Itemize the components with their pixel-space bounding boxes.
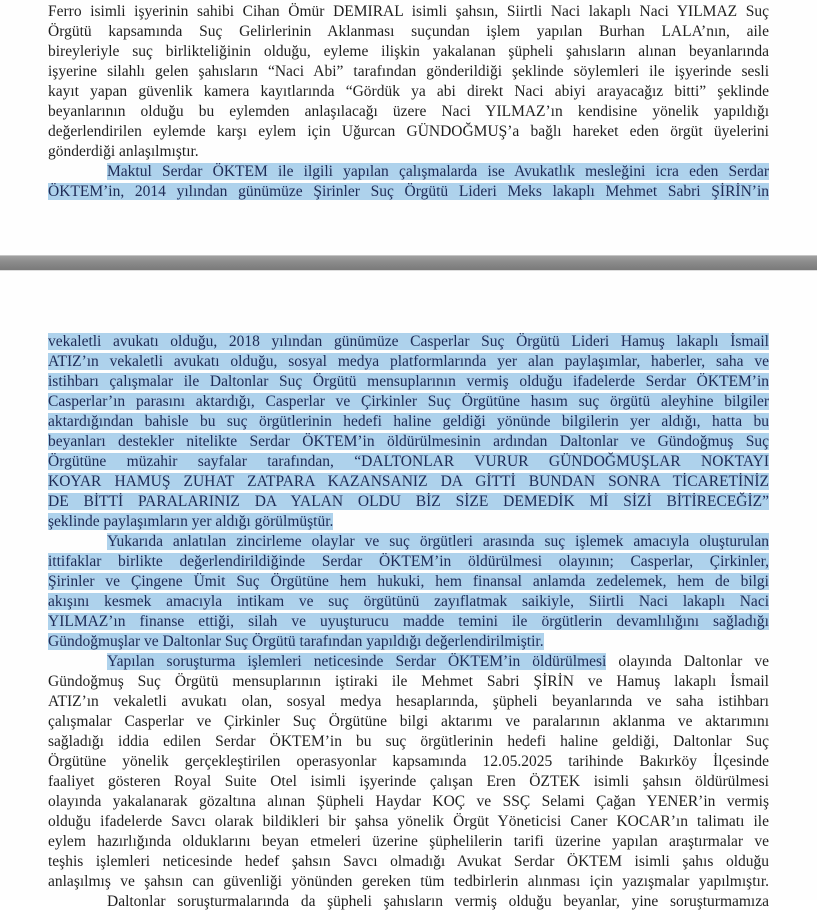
highlighted-text-run: Maktul Serdar ÖKTEM ile ilgili yapılan çalışmalarda ise Avukatlık mesleğini icra eden Serdar: [107, 163, 769, 180]
document-line: [48, 812, 769, 832]
page-2: [48, 332, 769, 912]
document-line: [48, 412, 769, 432]
document-line: [48, 692, 769, 712]
highlighted-text-run: YILMAZ’ın finanse ettiği, silah ve uyuşturucu madde temini ile örgütlerin devamlılığını sağladığı: [48, 613, 769, 630]
document-line: [48, 62, 769, 82]
document-line: [48, 612, 769, 632]
highlighted-text-run: KOYAR HAMUŞ ZUHAT ZATPARA KAZANSANIZ DA GİTTİ BUNDAN SONRA TİCARETİNİZ: [48, 473, 769, 490]
document-line: [48, 432, 769, 452]
document-line: [48, 102, 769, 122]
highlighted-text-run: istihbarı çalışmalar ile Daltonlar Suç Örgütü mensuplarının vermiş olduğu ifadelerde Serdar ÖKTEM’in: [48, 373, 769, 390]
highlighted-text-run: Şirinler ve Çingene Ümit Suç Örgütüne hem hukuki, hem finansal anlamda zedelemek, hem de bilgi: [48, 573, 769, 590]
document-line: [48, 472, 769, 492]
highlighted-text-run: beyanları destekler nitelikte Serdar ÖKTEM’in öldürülmesinin ardından Daltonlar ve Gündoğmuş Suç: [48, 433, 769, 450]
document-line: [48, 512, 769, 532]
document-line: [48, 2, 769, 22]
text-run: Gündoğmuş Suç Örgütü mensuplarının iştiraki ile Mehmet Sabri ŞİRİN ve Hamuş lakaplı İsmail: [48, 673, 769, 690]
document-line: [48, 752, 769, 772]
document-line: [48, 42, 769, 62]
document-line: [48, 552, 769, 572]
document-line: [48, 712, 769, 732]
highlighted-text-run: Örgütüne müzahir sayfalar tarafından, “DALTONLAR VURUR GÜNDOĞMUŞLAR NOKTAYI: [48, 453, 769, 470]
highlighted-text-run: vekaletli avukatı olduğu, 2018 yılından günümüze Casperlar Suç Örgütü Lideri Hamuş lakaplı İsmail: [48, 333, 769, 350]
text-run: Ferro isimli işyerinin sahibi Cihan Ömür DEMIRAL isimli şahsın, Siirtli Naci lakaplı Naci YILMAZ Suç: [48, 3, 769, 20]
document-line: [48, 452, 769, 472]
document-line: [48, 772, 769, 792]
document-line: [48, 872, 769, 892]
document-line: [48, 592, 769, 612]
page-separator: [0, 255, 817, 271]
text-run: çalışmalar Casperlar ve Çirkinler Suç Örgütüne bilgi aktarımı ve paralarının aklanma ve aktarımını: [48, 713, 769, 730]
highlighted-text-run: Yukarıda anlatılan zincirleme olaylar ve suç örgütleri arasında suç işlemek amacıyla oluşturulan: [107, 533, 769, 550]
text-run: beyanlarının olduğu bu eylemden anlaşılacağı üzere Naci YILMAZ’ın kendisine yönelik yapıldığı: [48, 103, 769, 120]
document-line: [48, 572, 769, 592]
highlighted-text-run: aktardığından bahisle bu suç örgütlerinin hedefi haline geldiği yönünde bilgilerin yer aldığı, hatta bu: [48, 413, 769, 430]
document-line: [48, 182, 769, 202]
document-line: [48, 392, 769, 412]
highlighted-text-run: ATIZ’ın vekaletli avukatı olduğu, sosyal medya platformlarında yer alan paylaşımlar, haberler, saha ve: [48, 353, 769, 370]
document-line: [48, 352, 769, 372]
document-line: [48, 142, 769, 162]
document-line: [48, 162, 769, 182]
text-run: teşhis işlemleri neticesinde hedef şahsın Savcı olmadığı Avukat Serdar ÖKTEM isimli şahıs olduğu: [48, 853, 769, 870]
page-1: [48, 2, 769, 202]
text-run: olduğu ifadelerde Savcı olarak bildikleri bir şahsa yönelik Örgüt Yöneticisi Caner KOCAR’ın talimatı ile: [48, 813, 769, 830]
text-run: sağladığı iddia edilen Serdar ÖKTEM’in bu suç örgütlerinin hedefi haline geldiği, Daltonlar Suç: [48, 733, 769, 750]
text-run: ATIZ’ın vekaletli avukatı olan, sosyal medya hesaplarında, şüpheli beyanlarında ve saha istihbarı: [48, 693, 769, 710]
highlighted-text-run: Casperlar’ın parasını aktardığı, Casperlar ve Çirkinler Suç Örgütüne hasım suç örgütü aleyhine bilgiler: [48, 393, 769, 410]
text-run: gönderdiği anlaşılmıştır.: [48, 143, 199, 160]
text-run: değerlendirilen eylemde karşı eylem için Uğurcan GÜNDOĞMUŞ’a bağlı hareket eden örgüt üyelerini: [48, 123, 769, 140]
document-line: [48, 672, 769, 692]
highlighted-text-run: ittifaklar birlikte değerlendirildiğinde Serdar ÖKTEM’in öldürülmesi olayının; Casperlar, Çirkinler,: [48, 553, 769, 570]
document-line: [48, 532, 769, 552]
text-run: Örgütüne yönelik gerçekleştirilen operasyonlar kapsamında 12.05.2025 tarihinde Bakırköy İlçesinde: [48, 753, 769, 770]
document-line: [48, 832, 769, 852]
text-run: bireyleriyle suç birlikteliğinin olduğu, eyleme ilişkin yakalanan şüpheli şahısların alınan beyanlarında: [48, 43, 769, 60]
document-line: [48, 892, 769, 912]
text-run: işyerine silahlı gelen şahısların “Naci Abi” tarafından gönderildiği şeklinde söylemleri ile işyerinde sesli: [48, 63, 769, 80]
document-line: [48, 792, 769, 812]
highlighted-text-run: şeklinde paylaşımların yer aldığı görülmüştür.: [48, 513, 334, 530]
document-line: [48, 632, 769, 652]
document-line: [48, 22, 769, 42]
text-run: faaliyet gösteren Royal Suite Otel isimli işyerinde çalışan Eren ÖZTEK isimli şahsın öldürülmesi: [48, 773, 769, 790]
highlighted-text-run: DE BİTTİ PARALARINIZ DA YALAN OLDU BİZ SİZE DEMEDİK Mİ SİZİ BİTİRECEĞİZ”: [48, 493, 769, 510]
text-run: olayında Daltonlar ve: [606, 653, 769, 670]
text-run: eylem hazırlığında olduklarını beyan etmeleri üzerine şüphelilerin tarifi üzerine yapılan araştırmalar ve: [48, 833, 769, 850]
document-line: [48, 122, 769, 142]
text-run: kayıt yapan güvenlik kamera kayıtlarında “Gördük ya abi direkt Naci abiyi arayacağız bitti” şeklinde: [48, 83, 769, 100]
document-line: [48, 732, 769, 752]
document-line: [48, 82, 769, 102]
highlighted-text-run: ÖKTEM’in, 2014 yılından günümüze Şirinler Suç Örgütü Lideri Meks lakaplı Mehmet Sabri ŞİRİN’in: [48, 183, 769, 200]
text-run: Örgütü kapsamında Suç Gelirlerinin Aklanması suçundan işlem yapılan Burhan LALA’nın, aile: [48, 23, 769, 40]
document-line: [48, 332, 769, 352]
highlighted-text-run: akışını kesmek amacıyla intikam ve suç örgütünü zayıflatmak saikiyle, Siirtli Naci lakaplı Naci: [48, 593, 769, 610]
text-run: olayında yakalanarak gözaltına alınan Şüpheli Haydar KOÇ ve SSÇ Selami Çağan YENER’in vermiş: [48, 793, 769, 810]
highlighted-text-run: Yapılan soruşturma işlemleri neticesinde Serdar ÖKTEM’in öldürülmesi: [107, 653, 607, 670]
document-line: [48, 492, 769, 512]
document-line: [48, 372, 769, 392]
text-run: anlaşılmış ve şahsın can güvenliği yönünden gereken tüm tedbirlerin alınması için yazışmalar yapılmıştır.: [48, 873, 769, 890]
document-line: [48, 652, 769, 672]
document-line: [48, 852, 769, 872]
text-run: Daltonlar soruşturmalarında da şüpheli şahısların vermiş olduğu beyanlar, yine soruşturmamıza: [107, 893, 769, 910]
highlighted-text-run: Gündoğmuşlar ve Daltonlar Suç Örgütü tarafından yapıldığı değerlendirilmiştir.: [48, 633, 544, 650]
